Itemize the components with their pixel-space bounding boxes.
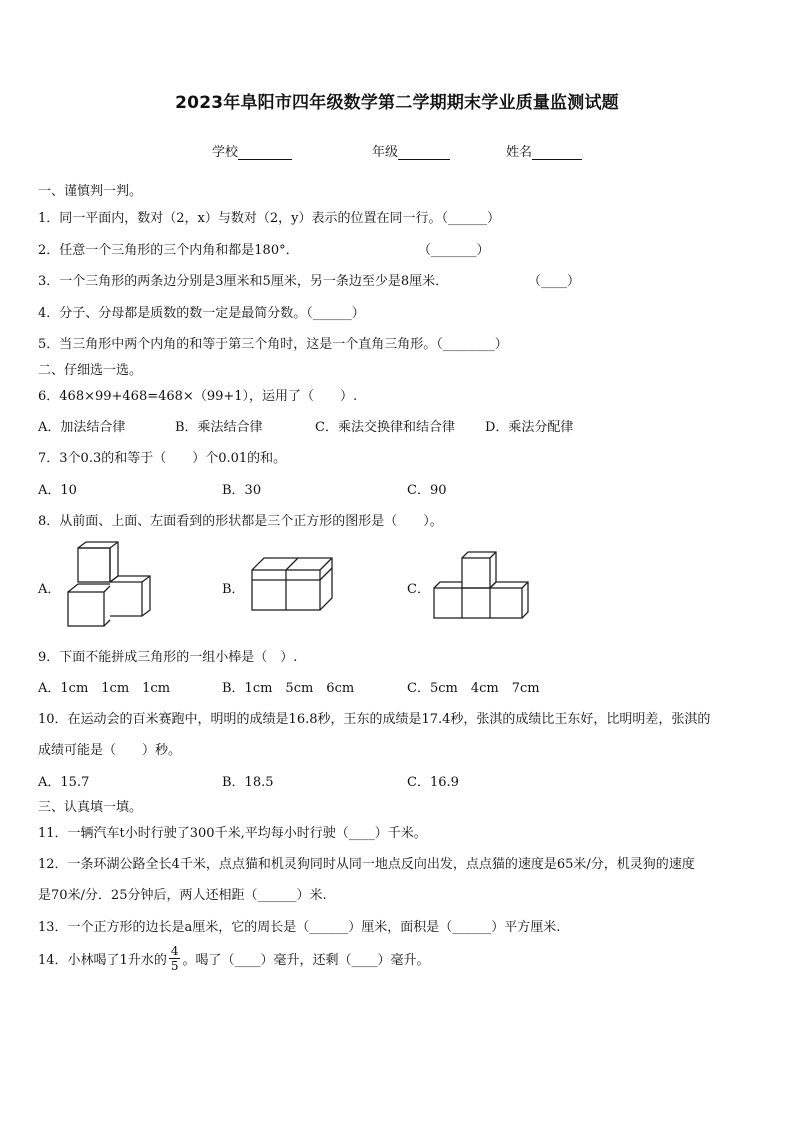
name-field: [506, 141, 582, 160]
q7-option-b: B．30: [222, 483, 262, 498]
q6-option-d: D．乘法分配律: [485, 420, 574, 435]
grade-label: 年级: [372, 145, 399, 160]
grade-blank[interactable]: [398, 145, 450, 160]
question-8: 8．从前面、上面、左面看到的形状都是三个正方形的图形是（ ）。: [38, 514, 443, 529]
school-blank[interactable]: [238, 145, 292, 160]
fraction-denominator: 5: [170, 959, 179, 973]
q9-option-b: B．1cm 5cm 6cm: [222, 681, 355, 696]
question-7: 7．3个0.3的和等于（ ）个0.01的和。: [38, 451, 287, 466]
question-10-line-2: 成绩可能是（ ）秒。: [38, 743, 182, 758]
question-3-blank: （____）: [528, 274, 581, 289]
question-14-prefix: 14．小林喝了1升水的: [38, 953, 167, 968]
question-2-blank: （_______）: [418, 243, 490, 258]
section-2-heading: 二、仔细选一选。: [38, 363, 143, 378]
section-3-heading: 三、认真填一填。: [38, 800, 143, 815]
question-1: 1．同一平面内，数对（2，x）与数对（2，y）表示的位置在同一行。（______）: [38, 211, 500, 226]
school-field: [212, 141, 292, 160]
q6-option-b: B．乘法结合律: [175, 420, 263, 435]
name-label: 姓名: [506, 145, 533, 160]
question-4: 4．分子、分母都是质数的数一定是最简分数。（______）: [38, 306, 365, 321]
question-11: 11．一辆汽车t小时行驶了300千米,平均每小时行驶（____）千米。: [38, 826, 427, 841]
question-12-line-2: 是70米/分．25分钟后，两人还相距（______）米.: [38, 888, 327, 903]
q8-option-c-figure: [430, 548, 532, 620]
q10-option-c: C．16.9: [407, 775, 459, 790]
question-9: 9．下面不能拼成三角形的一组小棒是（ ）.: [38, 650, 298, 665]
q7-option-c: C．90: [407, 483, 447, 498]
fraction-four-fifths: [169, 944, 181, 973]
question-12-line-1: 12．一条环湖公路全长4千米，点点猫和机灵狗同时从同一地点反向出发，点点猫的速度是65米/分，机灵狗的速度: [38, 857, 695, 872]
question-5: 5．当三角形中两个内角的和等于第三个角时，这是一个直角三角形。（________）: [38, 337, 508, 352]
page-title: 2023年阜阳市四年级数学第二学期期末学业质量监测试题: [175, 93, 619, 113]
school-label: 学校: [212, 145, 239, 160]
q9-option-a: A．1cm 1cm 1cm: [38, 681, 171, 696]
grade-field: [372, 141, 450, 160]
q6-option-c: C．乘法交换律和结合律: [315, 420, 455, 435]
q10-option-a: A．15.7: [38, 775, 90, 790]
question-3: 3．一个三角形的两条边分别是3厘米和5厘米，另一条边至少是8厘米．: [38, 274, 449, 289]
q8-option-a-label: A．: [38, 582, 61, 597]
q10-option-b: B．18.5: [222, 775, 274, 790]
question-2: 2．任意一个三角形的三个内角和都是180°．: [38, 243, 299, 258]
question-14: [38, 944, 429, 973]
section-1-heading: 一、谨慎判一判。: [38, 184, 143, 199]
question-6: 6．468×99+468=468×（99+1），运用了（ ）.: [38, 389, 358, 404]
q8-option-b-label: B．: [222, 582, 245, 597]
question-13: 13．一个正方形的边长是a厘米，它的周长是（______）厘米，面积是（______）平方厘米.: [38, 920, 561, 935]
q7-option-a: A．10: [38, 483, 77, 498]
q9-option-c: C．5cm 4cm 7cm: [407, 681, 540, 696]
name-blank[interactable]: [532, 145, 582, 160]
q8-option-b-figure: [246, 556, 336, 614]
q8-option-c-label: C．: [407, 582, 430, 597]
q8-option-a-figure: [64, 540, 154, 628]
fraction-numerator: 4: [170, 944, 179, 958]
question-10-line-1: 10．在运动会的百米赛跑中，明明的成绩是16.8秒，王东的成绩是17.4秒，张淇的成绩比王东好，比明明差，张淇的: [38, 712, 711, 727]
question-14-suffix: 。喝了（____）毫升，还剩（____）毫升。: [182, 953, 430, 968]
q6-option-a: A．加法结合律: [38, 420, 126, 435]
